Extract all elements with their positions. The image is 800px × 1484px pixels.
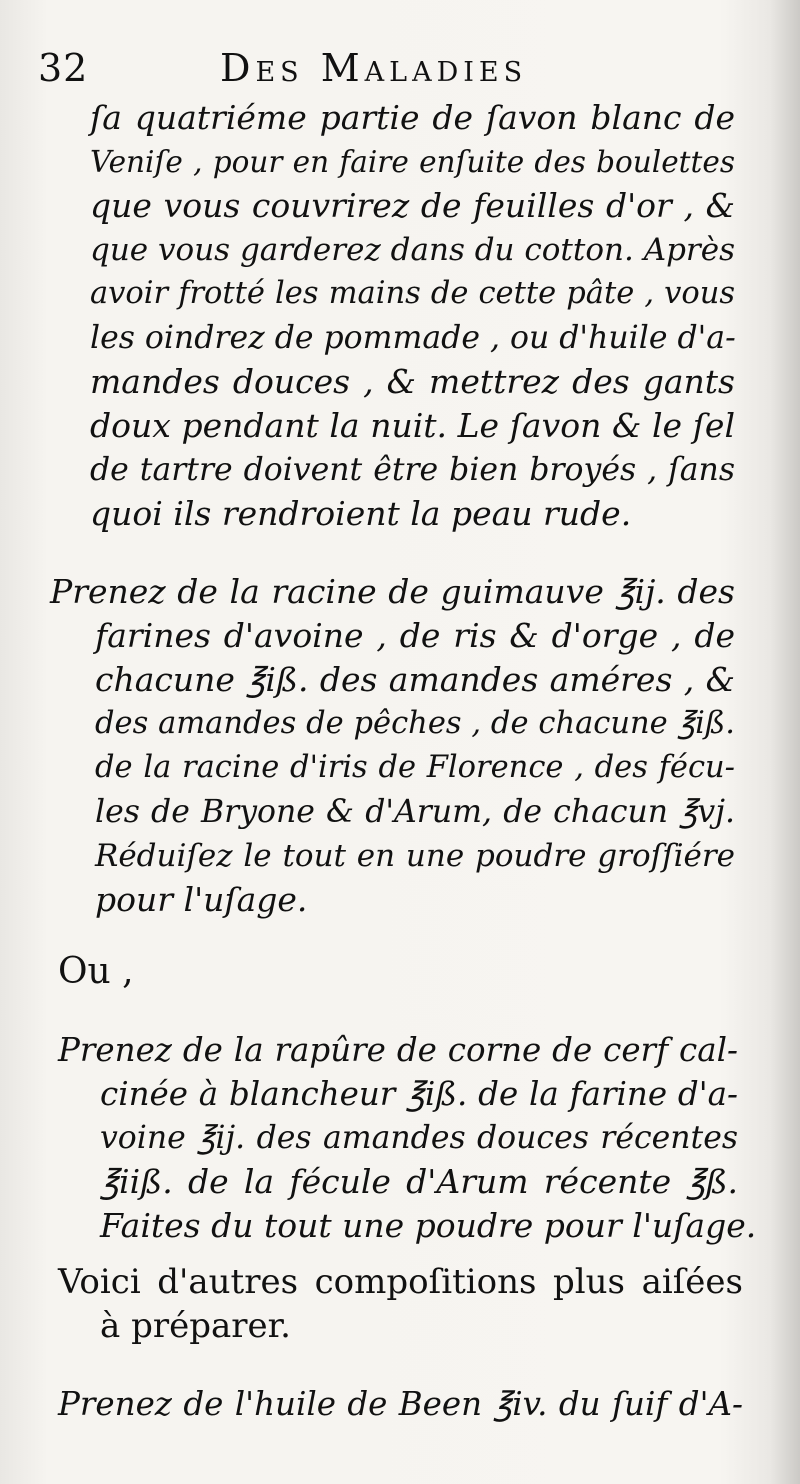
text-line: que vous garderez dans du cotton. Après (90, 232, 735, 268)
recipe-line: Prenez de la racine de guimauve ℥ij. des (50, 572, 735, 611)
recipe-line: chacune ℥iß. des amandes améres , & (95, 660, 735, 699)
text-line: les oindrez de pommade , ou d'huile d'a- (90, 320, 736, 356)
text-line: Voici d'autres compoſitions plus aiſées (58, 1262, 743, 1302)
recipe-line: Réduiſez le tout en une poudre groſſiére (95, 838, 735, 874)
recipe-line: de la racine d'iris de Florence , des fécu- (95, 750, 735, 785)
recipe-line: des amandes de pêches , de chacune ℥iß. (95, 706, 735, 741)
text-line: ſa quatriéme partie de ſavon blanc de (90, 98, 735, 137)
recipe-line: ℥iiß. de la fécule d'Arum récente ℥ß. (100, 1162, 738, 1201)
page-header (0, 46, 800, 96)
text-line: à préparer. (100, 1306, 291, 1346)
recipe-line: Faites du tout une poudre pour l'uſage. (100, 1206, 757, 1245)
text-line: mandes douces , & mettrez des gants (90, 362, 735, 401)
recipe-line: farines d'avoine , de ris & d'orge , de (95, 616, 735, 655)
recipe-line: Prenez de la rapûre de corne de cerf cal- (58, 1031, 738, 1069)
running-head: Des Maladies (220, 46, 528, 90)
recipe-line: voine ℥ij. des amandes douces récentes (100, 1120, 738, 1156)
section-or: Ou , (58, 951, 134, 992)
text-line: que vous couvrirez de feuilles d'or , & (90, 186, 735, 225)
recipe-line: Prenez de l'huile de Been ℥iv. du ſuif d'A- (58, 1385, 743, 1423)
recipe-line: cinée à blancheur ℥iß. de la farine d'a- (100, 1075, 738, 1113)
page-gutter-shadow (770, 0, 800, 1484)
text-line: Veniſe , pour en faire enſuite des boulettes (90, 145, 735, 179)
page-number: 32 (38, 46, 89, 90)
recipe-line: pour l'uſage. (95, 880, 308, 919)
text-line: avoir frotté les mains de cette pâte , vous (90, 276, 735, 311)
text-line: de tartre doivent être bien broyés , ſans (90, 452, 735, 488)
text-line: quoi ils rendroient la peau rude. (90, 494, 632, 533)
text-line: doux pendant la nuit. Le ſavon & le ſel (90, 406, 735, 445)
recipe-line: les de Bryone & d'Arum, de chacun ℥vj. (95, 794, 735, 830)
